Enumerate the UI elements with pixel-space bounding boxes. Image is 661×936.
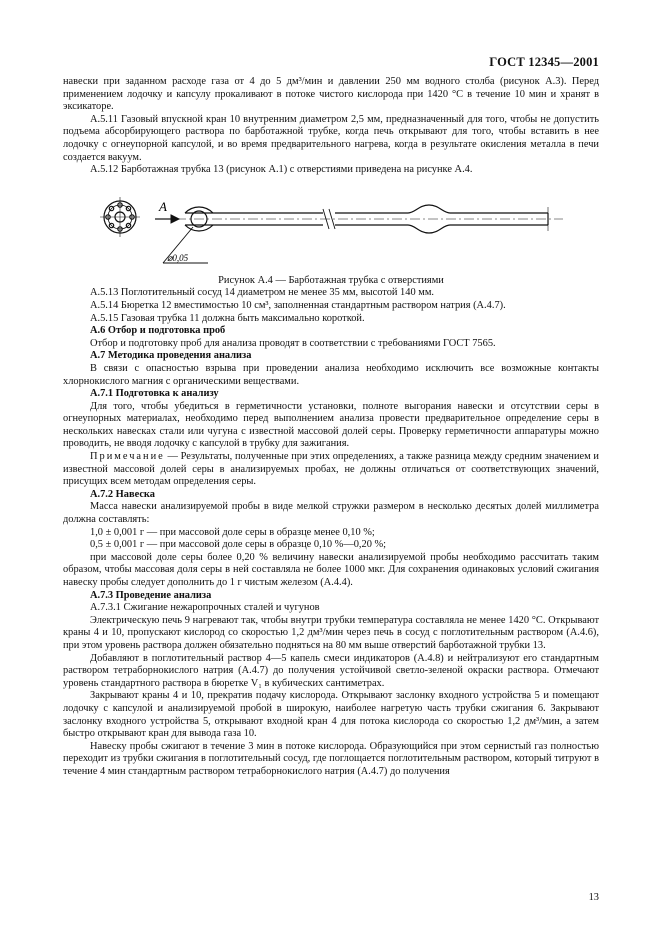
tube-side-view — [176, 205, 563, 233]
paragraph: Масса навески анализируемой пробы в виде мелкой стружки размером в несколько десятых долей миллиметра должна составлять: — [63, 501, 599, 526]
paragraph: В связи с опасностью взрыва при проведении анализа необходимо исключить все возможные контакты хлорнокислого магния с органическими веществами. — [63, 362, 599, 387]
section-heading: А.7.3 Проведение анализа — [90, 589, 212, 601]
paragraph: А.7.3.1 Сжигание нежаропрочных сталей и чугунов — [90, 602, 320, 614]
bubbling-tube-drawing — [63, 183, 599, 275]
paragraph: А.5.14 Бюретка 12 вместимостью 10 см³, заполненная стандартным раствором натрия (А.4.7). — [90, 299, 506, 311]
document-body — [63, 76, 599, 779]
paragraph: Электрическую печь 9 нагревают так, чтобы внутри трубки температура составляла не менее 1420 °С. Открывают краны 4 и 10, пропускают кислород со скоростью 1,2 дм³/мин через печь в сосуд с поглотительным раствором (А.4.6), при этом уровень раствора должен обязательно подняться на 80 мм выше отверстий барботажной трубки 13. — [63, 614, 599, 651]
paragraph: Для того, чтобы убедиться в герметичности установки, полноте выгорания навески и отсутствии серы в огнеупорных материалах, необходимо перед выполнением анализа провести предварительное определение серы в нескольких навесках стали или чугуна с известной массовой долей серы. Проверку герметичности аппаратуры можно проводить, не вводя лодочку с капсулой в трубку для зажигания. — [63, 400, 599, 450]
section-heading: А.7 Методика проведения анализа — [90, 350, 252, 362]
paragraph: Навеску пробы сжигают в течение 3 мин в потоке кислорода. Образующийся при этом сернистый газ полностью переходит из трубки сжигания в поглотительный сосуд, где поглощается поглотительным раствором, который титруют в течение 4 мин стандартным раствором тетраборнокислого натрия (А.4.7) до получения — [63, 740, 599, 777]
paragraph: 1,0 ± 0,001 г — при массовой доле серы в образце менее 0,10 %; — [90, 526, 375, 538]
paragraph: А.5.12 Барботажная трубка 13 (рисунок А.1) с отверстиями приведена на рисунке А.4. — [90, 164, 473, 176]
paragraph: А.5.11 Газовый впускной кран 10 внутренним диаметром 2,5 мм, предназначенный для того, чтобы не допустить подъема абсорбирующего раствора по барботажной трубке, когда печь открывают для того, чтобы вставить в нее лодочку с огнеупорной капсулой, и во время предварительного нагрева, когда в результате окисления металла в печи создается вакуум. — [63, 113, 599, 163]
tube-cross-section — [100, 197, 140, 237]
paragraph: при массовой доле серы более 0,20 % величину навески анализируемой пробы необходимо рассчитать таким образом, чтобы массовая доля серы в ней составляла не более 1000 мкг. Для сохранения одинаковых условий сжигания навеску пробы следует дополнить до 1 г чистым железом (А.4.4). — [63, 551, 599, 588]
paragraph: А.5.13 Поглотительный сосуд 14 диаметром не менее 35 мм, высотой 140 мм. — [90, 287, 434, 299]
section-arrow — [155, 215, 179, 223]
paragraph: Закрывают краны 4 и 10, прекратив подачу кислорода. Открывают заслонку входного устройства 5 и помещают лодочку с капсулой и анализируемой пробой в широкую, наиболее нагретую часть трубки сжигания 6. Закрывают заслонку входного устройства 5, открывают входной кран 4 для потока кислорода со скоростью 1,2 дм³/мин, а затем быстро открывают кран для вывода газа 10. — [63, 690, 599, 740]
figure-caption: Рисунок А.4 — Барботажная трубка с отверстиями — [218, 274, 444, 286]
figure-bubbling-tube — [63, 183, 599, 275]
section-heading: А.6 Отбор и подготовка проб — [90, 325, 226, 337]
paragraph: навески при заданном расходе газа от 4 до 5 дм³/мин и давлении 250 мм водного столба (рисунок А.3). Перед применением лодочку и капсулу прокаливают в потоке чистого кислорода при 1420 °С в течение 10 мин и хранят в эксикаторе. — [63, 76, 599, 113]
section-heading: А.7.2 Навеска — [90, 488, 155, 500]
paragraph: 0,5 ± 0,001 г — при массовой доле серы в образце 0,10 %—0,20 %; — [90, 539, 387, 551]
section-label: A — [159, 198, 167, 214]
note-label: Примечание — [90, 451, 165, 463]
paragraph: А.5.15 Газовая трубка 11 должна быть максимально короткой. — [90, 312, 365, 324]
paragraph: Отбор и подготовку проб для анализа проводят в соответствии с требованиями ГОСТ 7565. — [90, 337, 496, 349]
paragraph: Добавляют в поглотительный раствор 4—5 капель смеси индикаторов (А.4.8) и нейтрализуют его стандартным раствором тетраборнокислого натрия (А.4.7) до получения устойчивой светло-зеленой окраски раствора. Отмечают уровень стандартного раствора в бюретке V₁ в кубических сантиметрах. — [63, 652, 599, 689]
standard-header: ГОСТ 12345—2001 — [489, 55, 599, 69]
dimension-label: ⌀0,05 — [167, 252, 189, 263]
note — [63, 451, 599, 489]
note-text: — Результаты, полученные при этих определениях, а также разница между средним значением и известной массовой долей серы в анализируемых пробах, не должны отличаться от соответствующих значений, присущих всем методам определения серы. — [63, 451, 599, 488]
section-heading: А.7.1 Подготовка к анализу — [90, 388, 219, 400]
page-number: 13 — [588, 892, 599, 903]
